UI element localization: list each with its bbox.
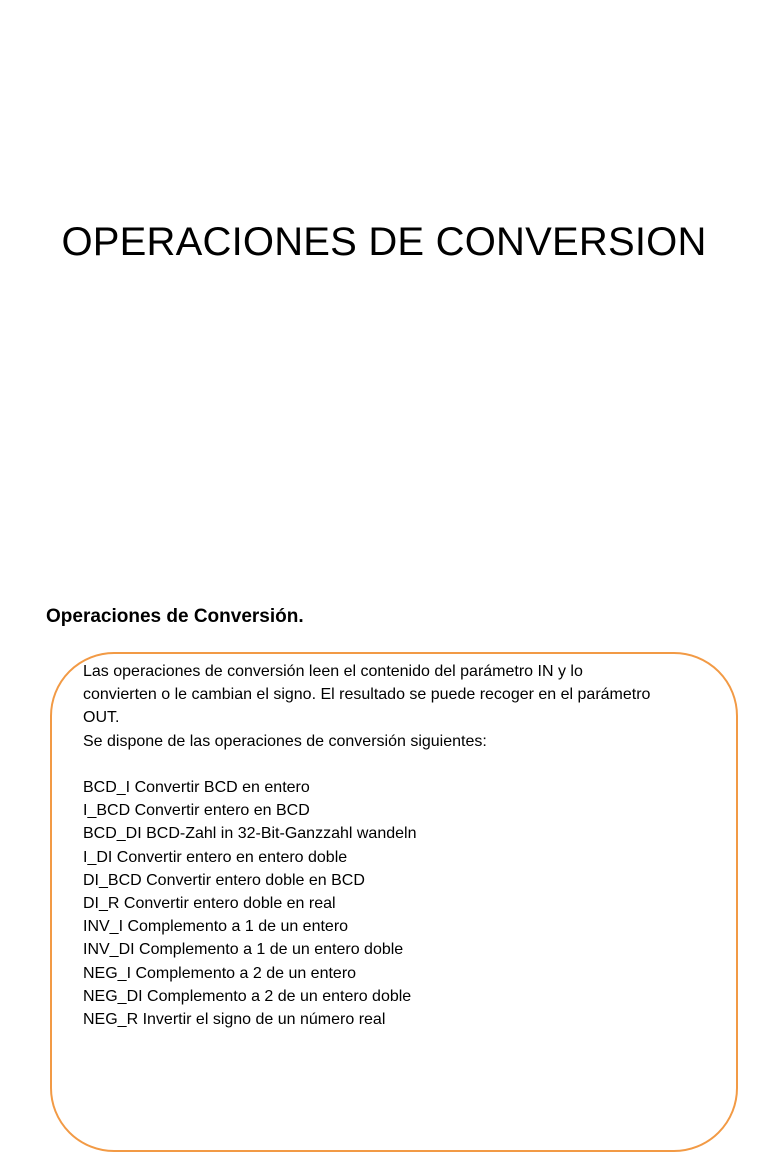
operation-item: BCD_I Convertir BCD en entero (83, 779, 310, 796)
slide-title: OPERACIONES DE CONVERSION (61, 220, 707, 264)
operation-item: NEG_I Complemento a 2 de un entero (83, 964, 357, 982)
operation-item: NEG_DI Complemento a 2 de un entero doble (83, 987, 412, 1005)
content-text (83, 660, 723, 1031)
intro-line: convierten o le cambian el signo. El resultado se puede recoger en el parámetro (83, 686, 651, 704)
operation-item: INV_DI Complemento a 1 de un entero doble (83, 941, 404, 959)
operation-item: I_DI Convertir entero en entero doble (83, 848, 348, 866)
operation-item: INV_I Complemento a 1 de un entero (83, 918, 349, 936)
operation-item: NEG_R Invertir el signo de un número real (83, 1011, 386, 1029)
intro-line: OUT. (83, 709, 120, 727)
section-heading: Operaciones de Conversión. (46, 606, 304, 627)
operation-item: I_BCD Convertir entero en BCD (83, 802, 310, 820)
blank-line (83, 753, 723, 776)
intro-line: Las operaciones de conversión leen el contenido del parámetro IN y lo (83, 663, 583, 680)
operation-item: DI_R Convertir entero doble en real (83, 895, 336, 913)
intro-line: Se dispone de las operaciones de conversión siguientes: (83, 732, 487, 750)
operation-item: DI_BCD Convertir entero doble en BCD (83, 871, 365, 889)
operation-item: BCD_DI BCD-Zahl in 32-Bit-Ganzzahl wandeln (83, 825, 417, 843)
operations-list (83, 776, 723, 1031)
